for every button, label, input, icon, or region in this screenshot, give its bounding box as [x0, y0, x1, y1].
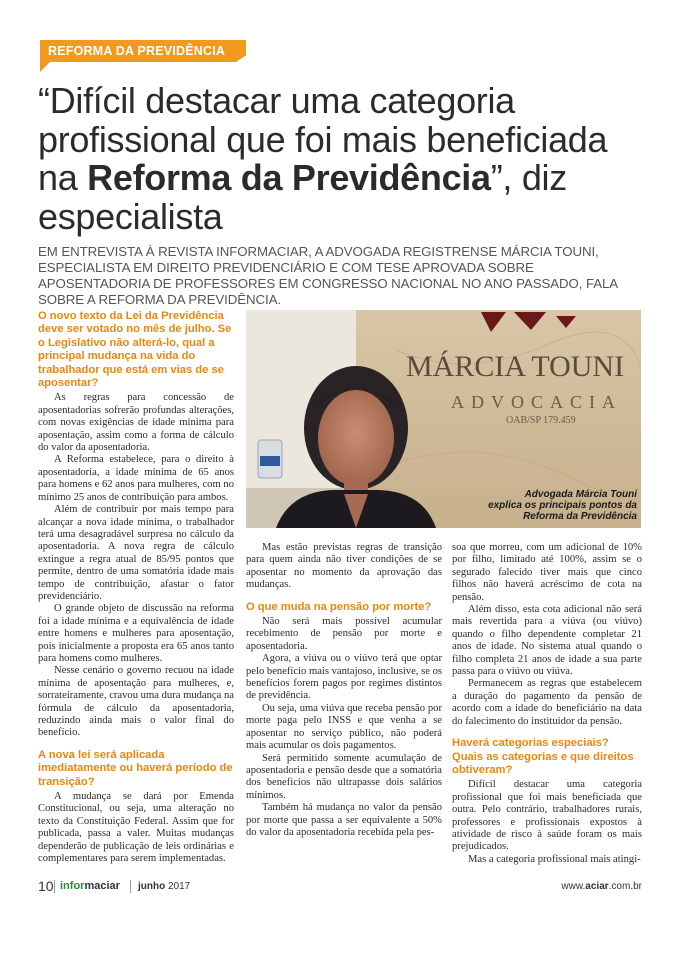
spacer	[452, 728, 642, 737]
question-2: A nova lei será aplicada imediatamente ou haverá período de transição?	[38, 748, 233, 788]
section-tag-notch	[40, 62, 50, 72]
issue-year: 2017	[168, 881, 191, 892]
section-tag-fold	[236, 40, 246, 62]
headline-part1: “Difícil destacar uma categoria profissional que foi mais beneficiada na	[38, 80, 608, 198]
paragraph: Mas a categoria profissional mais atingi-	[468, 853, 641, 865]
sign-oab: OAB/SP 179.459	[506, 415, 576, 426]
headline-part2: ”, diz especialista	[38, 157, 567, 237]
paragraph: Permanecem as regras que estabelecem a duração do pagamento da pensão de acordo com a idade do beneficiário na data do falecimento do instituidor da pensão.	[452, 678, 642, 727]
paragraph: Será permitido somente acumulação de aposentadoria e pensão desde que a somatória dos benefícios não ultrapasse dois salários mínimos.	[246, 752, 442, 801]
section-tag: REFORMA DA PREVIDÊNCIA	[40, 40, 236, 62]
paragraph: Também há mudança no valor da pensão por morte que passa a ser equivalente a 50% do valor da aposentadoria recebida pela pes-	[246, 802, 442, 838]
paragraph: Além disso, esta cota adicional não será mais revertida para a viúva (ou viúvo) quando o filho dependente completar 21 anos de idade. No sistema atual quando o filho completa 21 anos de idade a sua parte passa para o viúvo ou viúva.	[452, 604, 642, 678]
page-number: 10	[38, 878, 54, 894]
paragraph: Difícil destacar uma categoria profissional que foi mais beneficiada que outra. Pelo contrário, trabalhadores rurais, professores e profissionais expostos à atividade de risco à saúde foram os mais prejudicados.	[452, 779, 642, 853]
headline-bold: Reforma da Previdência	[87, 157, 491, 198]
question-3: O que muda na pensão por morte?	[246, 600, 432, 613]
issue-date	[138, 881, 190, 892]
caption-line-2: explica os principais pontos da	[488, 500, 637, 511]
caption-line-3: Reforma da Previdência	[523, 511, 637, 522]
paragraph: Além de contribuir por mais tempo para alcançar a nova idade mínima, o trabalhador terá uma desagradável surpresa no cálculo da aposentadoria. A nova regra de cálculo extingue a regra atual de 85/95 pontos que permite, dentro de uma somatória idade mais tempo de contribuição, afastar o fator previdenciário.	[38, 504, 234, 602]
logo-part-1: infor	[60, 880, 85, 892]
issue-month: junho	[138, 881, 166, 892]
paragraph: Nesse cenário o governo recuou na idade mínima de aposentação para mulheres, e, sorrateiramente, cravou uma dura mudança na fórmula de cálculo da aposentadoria, reduzindo ainda mais o valor final do benefício.	[38, 665, 234, 739]
sign-name: MÁRCIA TOUNI	[406, 350, 625, 383]
paragraph: O grande objeto de discussão na reforma foi a idade mínima e a equivalência de idade entre homens e mulheres para aposentação, pois inicialmente a proposta era 65 anos tanto para homens como mulheres.	[38, 603, 234, 664]
column-1	[38, 310, 234, 865]
photo-caption	[488, 489, 637, 522]
logo-part-2: maciar	[84, 880, 120, 892]
paragraph: As regras para concessão de aposentadorias sofrerão profundas alterações, com novas exigências de idade mínima para aposentação, assim como a forma de cálculo do valor da aposentadoria.	[38, 392, 234, 454]
site-prefix: www.	[561, 881, 586, 892]
lead-paragraph: EM ENTREVISTA À REVISTA INFORMACIAR, A ADVOGADA REGISTRENSE MÁRCIA TOUNI, ESPECIALISTA EM DIREITO PREVIDENCIÁRIO E COM TESE APROVADA SOBRE APOSENTADORIA DE PROFESSORES EM CONGRESSO NACIONAL NO ANO PASSADO, FALA SOBRE A REFORMA DA PREVIDÊNCIA.	[38, 244, 618, 307]
paragraph: A mudança se dará por Emenda Constitucional, ou seja, uma alteração no texto da Constituição Federal. Assim que for publicada, passa a valer. Muitas mudanças dependerão de publicação de leis ordinárias e complementares para serem implementadas.	[38, 791, 234, 865]
question-1: O novo texto da Lei da Previdência deve ser votado no mês de julho. Se o Legislativo não alterá-lo, qual a principal mudança na vida do trabalhador que está em vias de se aposentar?	[38, 310, 232, 390]
footer-divider	[54, 880, 55, 893]
headline	[38, 82, 648, 236]
site-domain: aciar	[585, 881, 609, 892]
interview-photo	[246, 310, 641, 528]
paragraph: Mas estão previstas regras de transição para quem ainda não tiver condições de se aposentar no momento da aprovação das mudanças.	[246, 542, 442, 591]
paragraph: Ou seja, uma viúva que receba pensão por morte paga pelo INSS e que venha a se aposentar no serviço público, não poderá mais acumular os dois pagamentos.	[246, 702, 442, 752]
paragraph: Agora, a viúva ou o viúvo terá que optar pelo benefício mais vantajoso, inclusive, se os benefícios forem pagos por regimes distintos de previdência.	[246, 653, 442, 702]
sign-advocacia: ADVOCACIA	[451, 392, 622, 412]
site-suffix: .com.br	[608, 881, 642, 892]
column-2	[246, 542, 442, 839]
caption-line-1: Advogada Márcia Touni	[524, 489, 637, 500]
page-footer	[38, 880, 642, 894]
magazine-logo	[60, 880, 120, 892]
spacer	[246, 592, 442, 601]
spacer	[38, 740, 234, 749]
footer-divider	[130, 880, 131, 893]
paragraph: soa que morreu, com um adicional de 10% por filho, limitado até 100%, assim se o segurado falecido tiver mais que cinco filhos não haverá acréscimo de cota na pensão.	[452, 542, 642, 603]
website-url	[561, 881, 642, 892]
paragraph: A Reforma estabelece, para o direito à aposentadoria, a idade mínima de 65 anos para homens e 62 anos para mulheres, com no mínimo 25 anos de contribuição para ambos.	[38, 454, 234, 503]
column-3	[452, 542, 642, 866]
question-4: Haverá categorias especiais? Quais as categorias e que direitos obtiveram?	[452, 737, 634, 776]
paragraph: Não será mais possível acumular recebimento de pensão por morte e aposentadoria.	[246, 616, 442, 652]
